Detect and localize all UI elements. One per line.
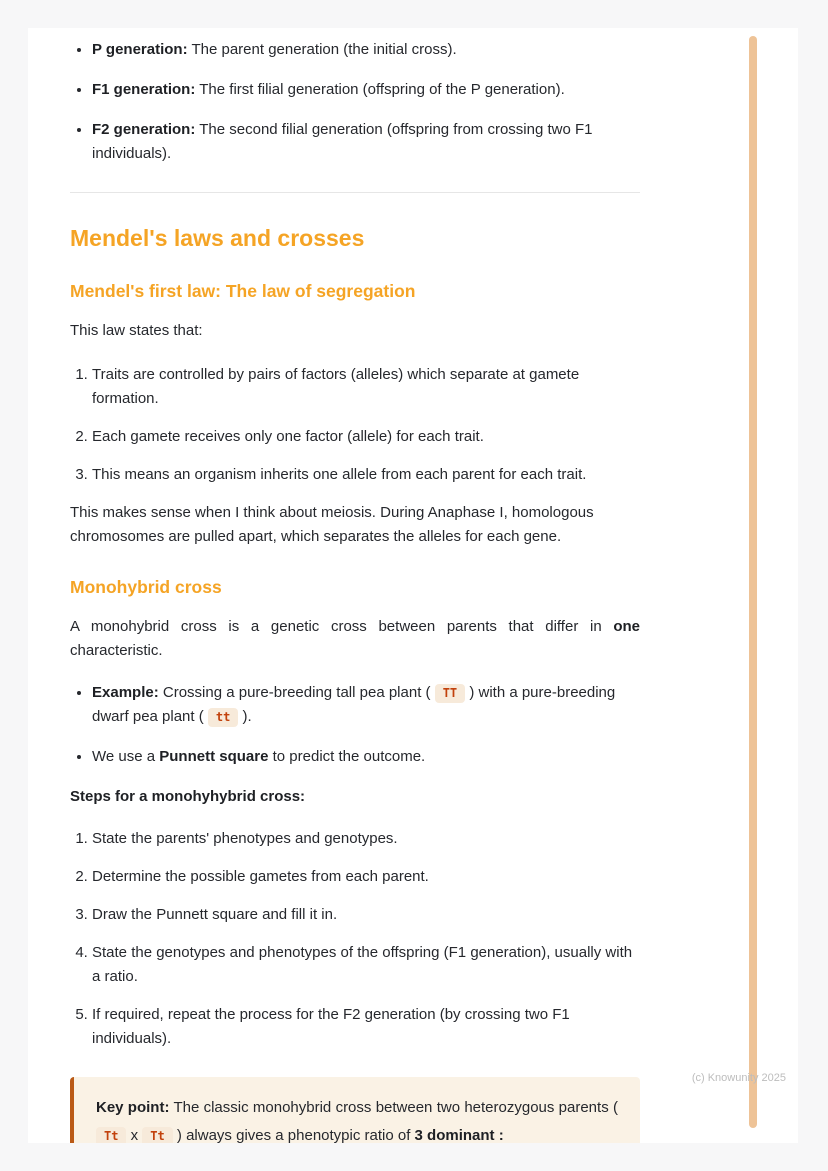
intro-bold: one: [613, 618, 640, 635]
list-item: [92, 118, 640, 166]
callout-text: The classic monohybrid cross between two heterozygous parents (: [169, 1099, 618, 1116]
example-bold: Example:: [92, 684, 159, 701]
steps-heading: Steps for a monohyhybrid cross:: [70, 788, 306, 805]
meiosis-note: This makes sense when I think about meiosis. During Anaphase I, homologous chromosomes are pulled apart, which separates the alleles for each gene.: [70, 504, 594, 545]
list-item: [92, 78, 640, 102]
first-law-intro: This law states that:: [70, 322, 203, 339]
monohybrid-heading: Monohybrid cross: [70, 577, 222, 597]
document-page: [28, 28, 798, 1143]
genotype-chip: TT: [435, 684, 465, 703]
list-item: 1. Traits are controlled by pairs of factors (alleles) which separate at gamete formation.: [92, 363, 640, 411]
intro-text: A monohybrid cross is a genetic cross between parents that differ in: [70, 618, 614, 635]
example-text: ) with a pure-breeding dwarf pea plant (: [92, 684, 616, 725]
term-bold: P generation:: [92, 41, 188, 58]
genotype-chip: tt: [208, 708, 238, 727]
term-bold: F2 generation:: [92, 121, 196, 138]
term-description: The second filial generation (offspring from crossing two F1 individuals).: [92, 121, 593, 162]
list-item: [92, 681, 640, 729]
list-item: 2. Determine the possible gametes from each parent.: [92, 865, 640, 889]
example-text: ).: [238, 708, 252, 725]
generation-definitions-list: [70, 38, 640, 166]
term-description: The first filial generation (offspring of the P generation).: [195, 81, 565, 98]
key-point-text: [96, 1094, 618, 1143]
genotype-chip: Tt: [142, 1127, 172, 1143]
list-item: [92, 745, 640, 769]
steps-list: [70, 827, 640, 1051]
section-heading: Mendel's laws and crosses: [70, 225, 365, 251]
first-law-heading: Mendel's first law: The law of segregation: [70, 281, 416, 301]
list-item: 1. State the parents' phenotypes and genotypes.: [92, 827, 640, 851]
punnett-text: We use a: [92, 748, 160, 765]
scrollbar-thumb[interactable]: [749, 36, 757, 1128]
genotype-chip: Tt: [96, 1127, 126, 1143]
monohybrid-bullets-list: [70, 681, 640, 769]
section-divider: [70, 192, 640, 193]
key-point-callout: [70, 1077, 640, 1143]
list-item: 3. Draw the Punnett square and fill it in.: [92, 903, 640, 927]
key-point-label: Key point:: [96, 1099, 170, 1116]
callout-text: ) always gives a phenotypic ratio of: [172, 1127, 415, 1143]
punnett-text: to predict the outcome.: [268, 748, 426, 765]
list-item: [92, 38, 640, 62]
copyright-watermark: (c) Knowunity 2025: [691, 1072, 786, 1084]
example-text: Crossing a pure-breeding tall pea plant (: [158, 684, 435, 701]
term-description: The parent generation (the initial cross).: [187, 41, 457, 58]
list-item: 3. This means an organism inherits one allele from each parent for each trait.: [92, 463, 640, 487]
list-item: 5. If required, repeat the process for the F2 generation (by crossing two F1 individuals).: [92, 1003, 640, 1051]
term-bold: F1 generation:: [92, 81, 196, 98]
document-content: [28, 28, 798, 1143]
monohybrid-intro: [70, 615, 640, 663]
list-item: 2. Each gamete receives only one factor (allele) for each trait.: [92, 425, 640, 449]
list-item: 4. State the genotypes and phenotypes of the offspring (F1 generation), usually with a ratio.: [92, 941, 640, 989]
intro-text: characteristic.: [70, 642, 163, 659]
callout-bold: 3 dominant :: [414, 1127, 504, 1143]
first-law-points-list: [70, 363, 640, 487]
callout-text: x: [126, 1127, 143, 1143]
punnett-bold: Punnett square: [159, 748, 269, 765]
